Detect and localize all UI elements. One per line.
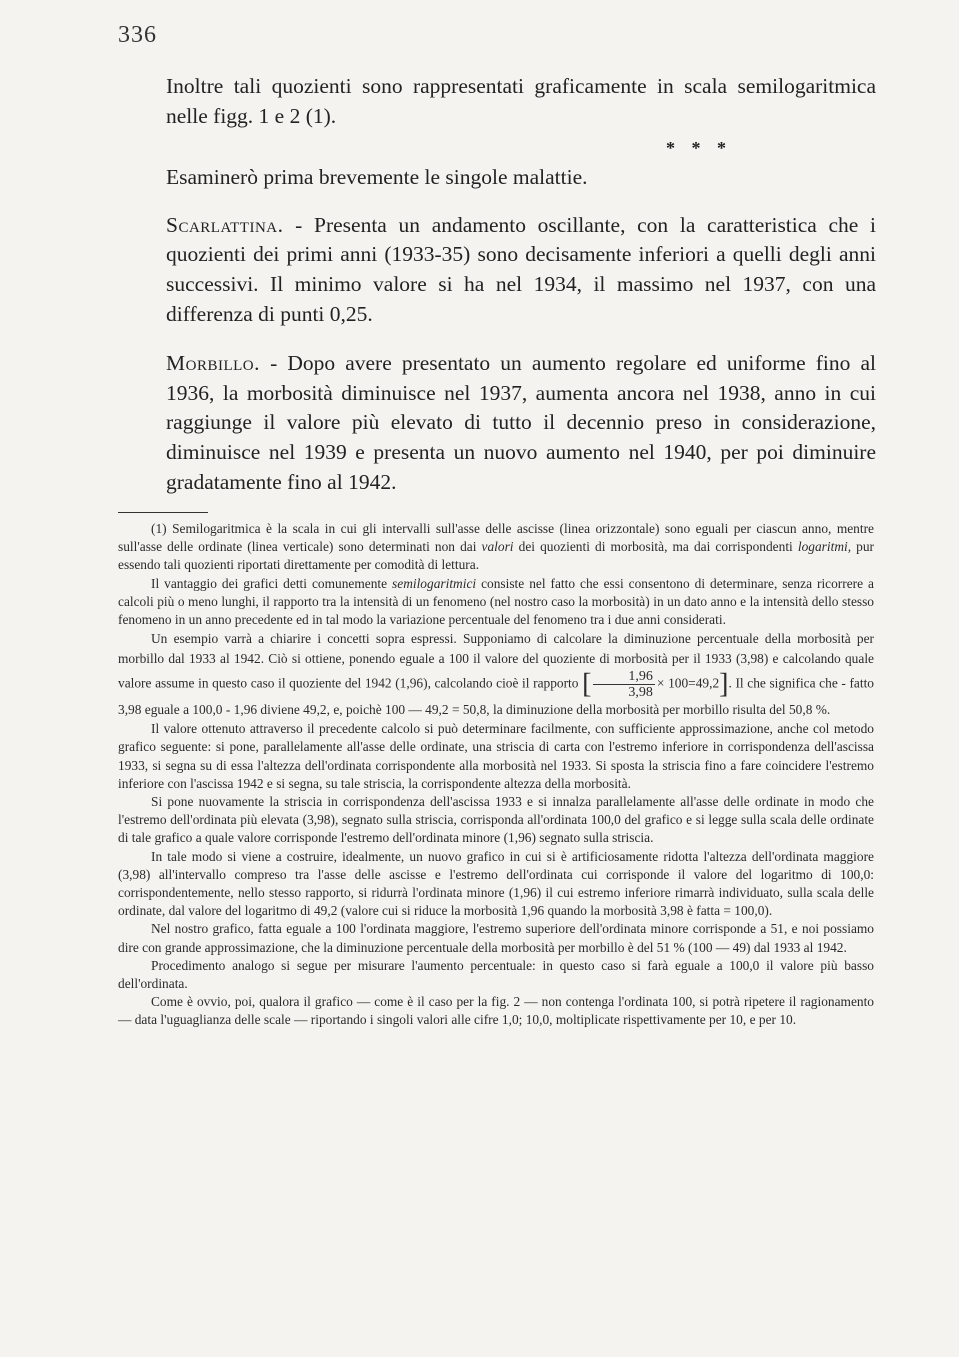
main-text [166,72,876,497]
footnote-paragraph-6: In tale modo si viene a costruire, idealmente, un nuovo grafico in cui si è artificiosamente ridotta l'altezza dell'ordinata maggiore (3,98) all'intervallo compreso tra l'asse delle ascisse e l'estremo dell'ordinata cui corrisponde il valore del logaritmo di 100,0: corrispondentemente, nello stesso rapporto, si ridurrà l'ordinata minore (1,96) il cui estremo inferiore rimarrà individuato, sulla scala delle ordinate, dal valore del logaritmo di 49,2 (valore cui si riduce la morbosità 1,96 quando la morbosità 3,98 è fatta = 100,0). [118,848,874,919]
section-separator: * * * [666,138,732,159]
footnote-rule [118,512,208,513]
morbillo-heading: Morbillo. [166,351,260,376]
footnote-paragraph-4: Il valore ottenuto attraverso il precedente calcolo si può determinare facilmente, con sufficiente approssimazione, anche col metodo grafico seguente: si pone, parallelamente all'asse delle ordinate, una striscia di carta con l'estremo inferiore in corrispondenza dell'ascissa 1933, si segna su di essa l'altezza dell'ordinata corrispondente alla morbosità nel 1933. Si sposta la striscia fino a fare coincidere l'estremo inferiore con l'ascissa 1942 e si segna, su tale striscia, la corrispondente altezza della morbosità. [118,721,874,791]
emphasis-semilogaritmici: semilogaritmici [392,575,477,591]
ratio-fraction: $\frac{1,96}{3,98}$ [593,669,655,700]
footnote-paragraph-2: Il vantaggio dei grafici detti comunemente semilogaritmici consiste nel fatto che essi consentono di determinare, senza ricorrere a calcoli più o meno lunghi, il rapporto tra la intensità di un fenomeno (nel nostro caso la morbosità) in un dato anno e la intensità dello stesso fenomeno in un anno precedente ed in tal modo la variazione percentuale del fenomeno tra i due anni considerati. [118,575,874,628]
page-number: 336 [118,22,157,48]
lead-paragraph: Esaminerò prima brevemente le singole malattie. [166,165,588,190]
morbillo-paragraph [166,349,876,497]
scarlattina-heading: Scarlattina. [166,212,284,237]
emphasis-logaritmi: logaritmi, [797,539,852,555]
emphasis-valori: valori [481,539,514,555]
scarlattina-paragraph [166,211,876,329]
footnote [118,520,874,1030]
footnote-paragraph-9: Come è ovvio, poi, qualora il grafico — come è il caso per la fig. 2 — non contenga l'ordinata 100, si potrà ripetere il ragionamento — data l'uguaglianza delle scale — riportando i singoli valori alle cifre 1,0; 10,0, moltiplicate rispettivamente per 10, e per 10. [118,994,874,1028]
footnote-paragraph-8: Procedimento analogo si segue per misurare l'aumento percentuale: in questo caso si farà eguale a 100,0 il valore più basso dell'ordinata. [118,957,874,992]
morbillo-text: - Dopo avere presentato un aumento regolare ed uniforme fino al 1936, la morbosità diminuisce nel 1937, aumenta ancora nel 1938, anno in cui raggiunge il valore più elevato di tutto il decennio preso in considerazione, diminuisce nel 1939 e presenta un nuovo aumento nel 1940, per poi diminuire gradatamente fino al 1942. [166,351,876,494]
footnote-paragraph-1: (1) Semilogaritmica è la scala in cui gli intervalli sull'asse delle ascisse (linea orizzontale) sono eguali per ciascun anno, mentre sull'asse delle ordinate (linea verticale) sono determinati non dai valori dei quozienti di morbosità, ma dai corrispondenti logaritmi, pur essendo tali quozienti riportati direttamente per comodità di lettura. [118,521,875,573]
formula-tail: × 100=49,2 [656,675,720,691]
footnote-paragraph-5: Si pone nuovamente la striscia in corrispondenza dell'ascissa 1933 e si innalza parallelamente all'asse delle ordinate in modo che l'estremo dell'ordinata più elevata (3,98), segnato sulla striscia, corrisponda all'ordinata 100,0 del grafico e si legge sulla scala delle ordinate di tale grafico a quale valore corrisponde l'estremo dell'ordinata minore (1,96) segnato sulla striscia. [118,794,874,846]
footnote-paragraph-7: Nel nostro grafico, fatta eguale a 100 l'ordinata maggiore, l'estremo superiore dell'ordinata minore corrisponde a 51, e noi possiamo dire con grande approssimazione, che la diminuzione percentuale della morbosità per morbillo è del 51 % (100 — 49) dal 1933 al 1942. [118,921,874,955]
scarlattina-text: - Presenta un andamento oscillante, con la caratteristica che i quozienti dei primi anni (1933-35) sono decisamente inferiori a quelli degli anni successivi. Il minimo valore si ha nel 1934, il massimo nel 1937, con una differenza di punti 0,25. [166,212,876,326]
intro-paragraph: Inoltre tali quozienti sono rappresentati graficamente in scala semilogaritmica nelle figg. 1 e 2 (1). [166,74,876,128]
footnote-paragraph-3: Un esempio varrà a chiarire i concetti sopra espressi. Supponiamo di calcolare la diminuzione percentuale della morbosità per morbillo dal 1933 al 1942. Ciò si ottiene, ponendo eguale a 100 il valore del quoziente di morbosità per il 1933 (3,98) e calcolando quale valore assume in questo caso il quoziente del 1942 (1,96), calcolando cioè il rapporto [ $\frac{1,96}{3,98}$ × 100=49,2]. Il che significa che - fatto 3,98 eguale a 100,0 - 1,96 diviene 49,2, e, poichè 100 — 49,2 = 50,8, la diminuzione della morbosità per morbillo risulta del 50,8 %. [118,631,874,718]
